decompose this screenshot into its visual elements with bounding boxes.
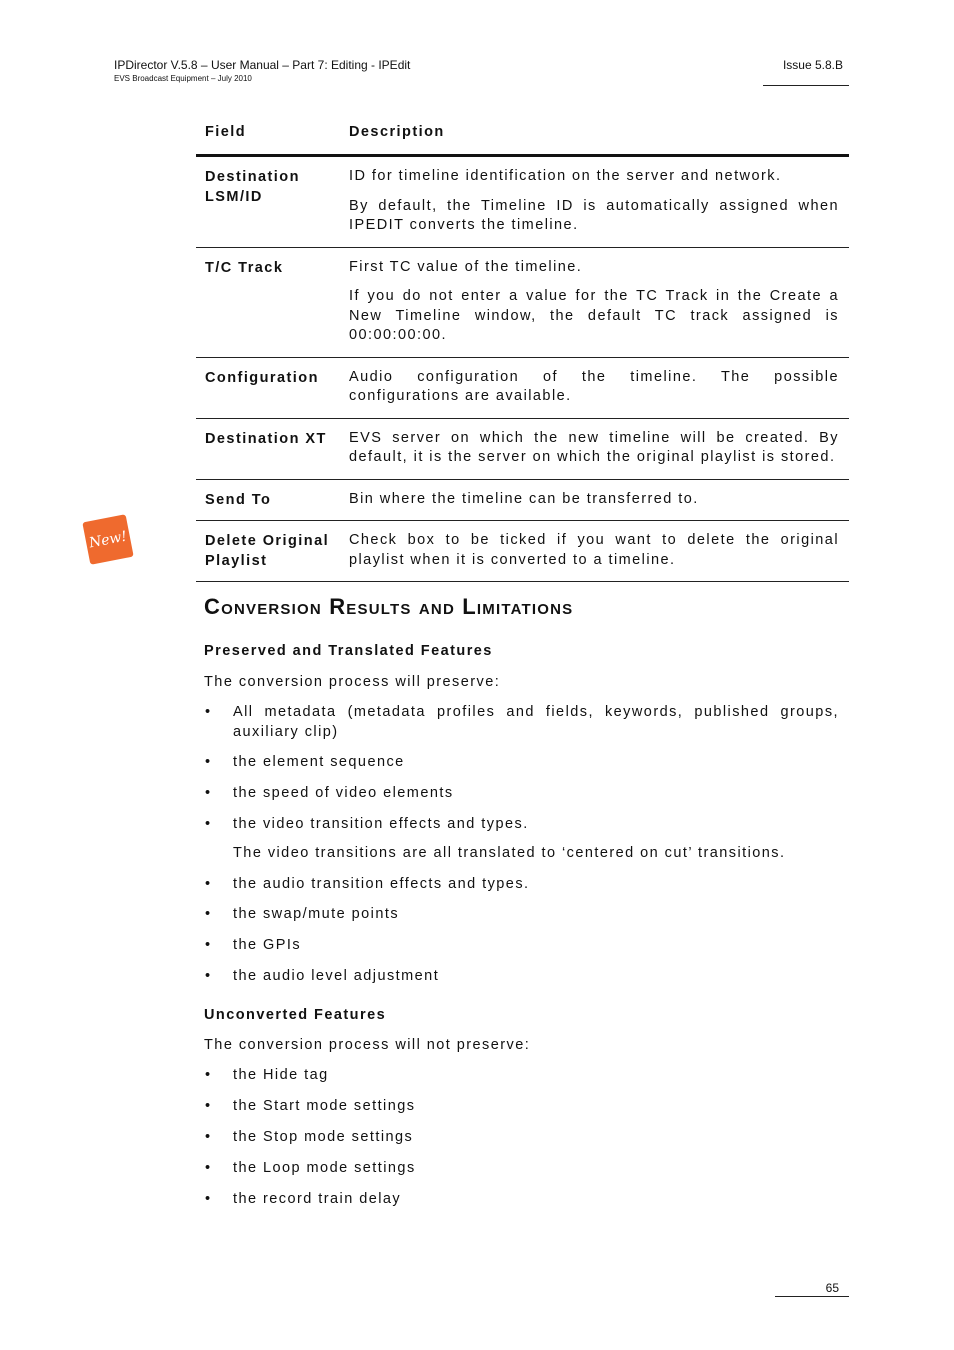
- bullet-icon: •: [205, 816, 212, 832]
- field-name: Destination XT: [205, 430, 327, 447]
- unconverted-list: [204, 1128, 839, 1148]
- field-description: [349, 480, 839, 521]
- preserved-intro: The conversion process will preserve:: [204, 674, 501, 690]
- bullet-icon: •: [205, 785, 212, 801]
- description-text: First TC value of the timeline.: [349, 258, 583, 275]
- bullet-icon: •: [205, 1067, 212, 1083]
- list-item: [204, 1159, 839, 1179]
- preserved-list: [204, 753, 839, 773]
- header-left: [114, 58, 410, 84]
- preserved-note: [204, 844, 839, 864]
- field-name: T/C Track: [205, 259, 284, 276]
- field-name: Send To: [205, 491, 272, 508]
- list-item-text: All metadata (metadata profiles and fields, keywords, published groups, auxiliary clip): [233, 704, 839, 740]
- table-row: [196, 358, 849, 419]
- table-row: [196, 248, 849, 358]
- list-item: [204, 967, 839, 987]
- document-subtitle: EVS Broadcast Equipment – July 2010: [114, 74, 252, 83]
- list-item-text: the Hide tag: [233, 1067, 329, 1083]
- bullet-icon: •: [205, 1160, 212, 1176]
- page-number-text: 65: [825, 1281, 839, 1295]
- field-description: [349, 358, 839, 418]
- list-item-note: The video transitions are all translated to ‘centered on cut’ transitions.: [233, 845, 786, 861]
- field-description: [349, 521, 839, 581]
- description-text: Bin where the timeline can be transferred to.: [349, 490, 699, 507]
- issue-number: Issue 5.8.B: [782, 58, 843, 72]
- field-description: [349, 248, 839, 357]
- list-item: [204, 703, 839, 742]
- description-text: ID for timeline identification on the server and network.: [349, 168, 782, 184]
- field-table: [196, 114, 849, 582]
- subsection-heading-preserved: Preserved and Translated Features: [204, 643, 493, 659]
- bullet-icon: •: [205, 1129, 212, 1145]
- preserved-list: [204, 967, 839, 987]
- list-item-text: the Loop mode settings: [233, 1160, 416, 1176]
- section-heading: Conversion Results and Limitations: [204, 594, 574, 619]
- field-description: [349, 157, 839, 247]
- unconverted-list: [204, 1097, 839, 1117]
- list-item-text: the GPIs: [233, 937, 302, 953]
- bullet-icon: •: [205, 1098, 212, 1114]
- table-row: [196, 419, 849, 480]
- preserved-list: [204, 703, 839, 742]
- list-item: [204, 753, 839, 773]
- table-row: [196, 521, 849, 582]
- preserved-list: [204, 875, 839, 895]
- description-text: If you do not enter a value for the TC Track in the Create a New Timeline window, the default TC track assigned is 00:00:00:00.: [349, 288, 839, 343]
- description-text: By default, the Timeline ID is automatically assigned when IPEDIT converts the timeline.: [349, 197, 839, 233]
- column-header-description: Description: [349, 124, 445, 140]
- list-item-text: the audio level adjustment: [233, 968, 440, 984]
- list-item-text: the record train delay: [233, 1191, 402, 1207]
- table-row: [196, 157, 849, 248]
- list-item: [204, 1066, 839, 1086]
- bullet-icon: •: [205, 968, 212, 984]
- preserved-list: [204, 936, 839, 956]
- list-item: [204, 784, 839, 804]
- list-item: [204, 936, 839, 956]
- preserved-list: [204, 784, 839, 804]
- list-item-text: the speed of video elements: [233, 785, 454, 801]
- bullet-icon: •: [205, 1191, 212, 1207]
- list-item-text: the Stop mode settings: [233, 1129, 414, 1145]
- list-item-text: the video transition effects and types.: [233, 816, 529, 832]
- table-row: [196, 480, 849, 522]
- list-item-text: the Start mode settings: [233, 1098, 416, 1114]
- description-text: Audio configuration of the timeline. The possible configurations are available.: [349, 368, 839, 404]
- list-item: [204, 815, 839, 835]
- document-title: IPDirector V.5.8 – User Manual – Part 7: Editing - IPEdit: [114, 58, 411, 72]
- field-name: Configuration: [205, 369, 319, 386]
- list-item: [204, 905, 839, 925]
- field-description: [349, 419, 839, 479]
- column-header-field: Field: [205, 124, 247, 140]
- list-item-text: the swap/mute points: [233, 906, 400, 922]
- preserved-list: [204, 815, 839, 835]
- bullet-icon: •: [205, 906, 212, 922]
- unconverted-list: [204, 1190, 839, 1210]
- header-right: [763, 58, 849, 86]
- list-item: [204, 1190, 839, 1210]
- list-item: [204, 1128, 839, 1148]
- bullet-icon: •: [205, 937, 212, 953]
- field-name: Destination LSM/ID: [205, 169, 300, 205]
- field-name: Delete Original Playlist: [205, 533, 330, 569]
- table-header: [196, 114, 849, 157]
- unconverted-list: [204, 1066, 839, 1086]
- list-item: [204, 875, 839, 895]
- bullet-icon: •: [205, 704, 212, 720]
- bullet-icon: •: [205, 876, 212, 892]
- unconverted-intro: The conversion process will not preserve:: [204, 1037, 531, 1053]
- subsection-heading-unconverted: Unconverted Features: [204, 1007, 387, 1023]
- preserved-list: [204, 905, 839, 925]
- new-badge-icon: New!: [82, 514, 133, 565]
- unconverted-list: [204, 1159, 839, 1179]
- list-item-text: the audio transition effects and types.: [233, 876, 530, 892]
- description-text: EVS server on which the new timeline will be created. By default, it is the server on which the original playlist is stored.: [349, 429, 839, 465]
- page-number: [775, 1281, 849, 1297]
- list-item-text: the element sequence: [233, 754, 405, 770]
- bullet-icon: •: [205, 754, 212, 770]
- list-item: [204, 1097, 839, 1117]
- description-text: Check box to be ticked if you want to delete the original playlist when it is converted to a timeline.: [349, 532, 839, 568]
